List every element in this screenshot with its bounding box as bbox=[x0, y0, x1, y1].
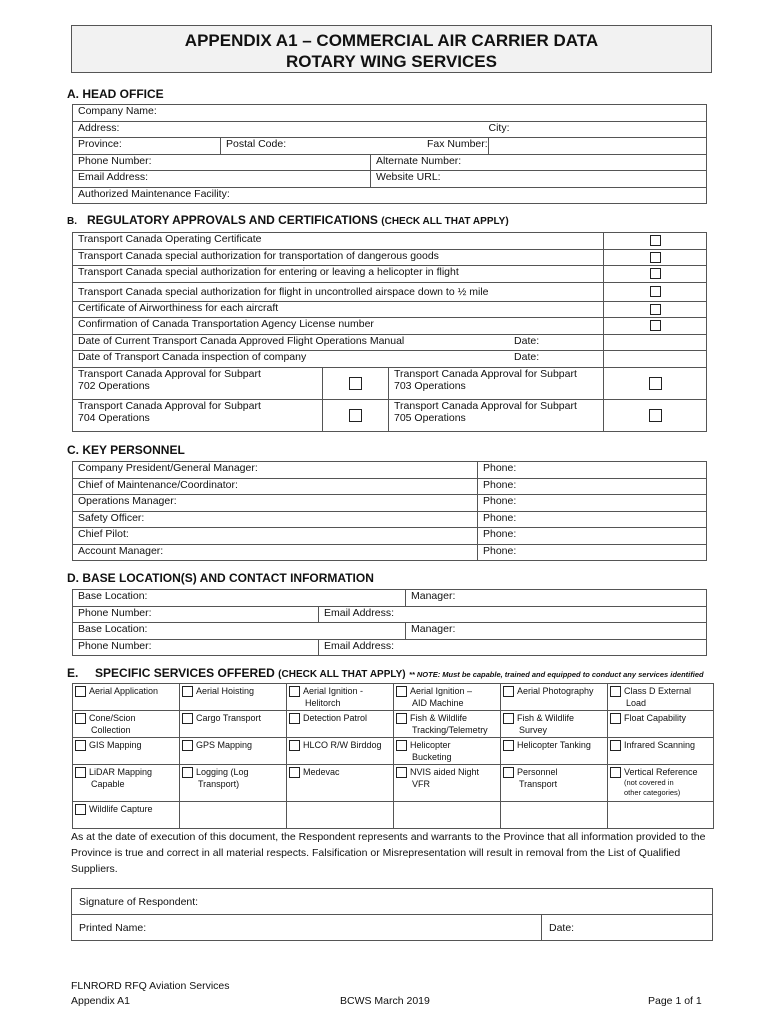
subpart-704: Transport Canada Approval for Subpart 704 Operations bbox=[73, 399, 323, 431]
section-c-heading: C. KEY PERSONNEL bbox=[67, 443, 185, 457]
service-cell[interactable] bbox=[180, 711, 287, 738]
service-label: Helicopter Bucketing bbox=[410, 740, 452, 762]
phone-field[interactable]: Phone Number: bbox=[73, 154, 371, 171]
role-label: Operations Manager: bbox=[73, 495, 478, 512]
section-a-heading: A. HEAD OFFICE bbox=[67, 87, 164, 101]
phone-field[interactable]: Phone: bbox=[478, 478, 707, 495]
checkbox-icon[interactable] bbox=[289, 686, 300, 697]
checkbox-icon[interactable] bbox=[75, 713, 86, 724]
base-location-field[interactable]: Base Location: bbox=[73, 623, 406, 640]
service-cell[interactable] bbox=[180, 738, 287, 765]
checkbox-icon[interactable] bbox=[75, 740, 86, 751]
service-label: LiDAR Mapping Capable bbox=[89, 767, 153, 789]
flight-manual-date[interactable]: Date: bbox=[604, 334, 707, 351]
base-location-field[interactable]: Base Location: bbox=[73, 590, 406, 607]
reg-item: Transport Canada special authorization for flight in uncontrolled airspace down to ½ mile bbox=[73, 282, 604, 301]
checkbox-icon[interactable] bbox=[503, 686, 514, 697]
service-cell[interactable] bbox=[608, 684, 714, 711]
email-address-field[interactable]: Email Address: bbox=[319, 639, 707, 656]
service-label: Medevac bbox=[303, 767, 340, 777]
service-cell[interactable] bbox=[394, 711, 501, 738]
service-label: Logging (Log Transport) bbox=[196, 767, 249, 789]
checkbox-icon[interactable] bbox=[289, 713, 300, 724]
role-label: Safety Officer: bbox=[73, 511, 478, 528]
footer-center: BCWS March 2019 bbox=[340, 995, 430, 1007]
phone-field[interactable]: Phone: bbox=[478, 511, 707, 528]
footer-left bbox=[71, 979, 230, 1009]
service-cell[interactable] bbox=[501, 684, 608, 711]
service-label: Infrared Scanning bbox=[624, 740, 696, 750]
address-field[interactable]: Address: bbox=[73, 121, 489, 138]
service-label: HLCO R/W Birddog bbox=[303, 740, 382, 750]
subpart-702: Transport Canada Approval for Subpart 702 Operations bbox=[73, 367, 323, 399]
checkbox-icon[interactable] bbox=[650, 268, 661, 279]
checkbox-icon[interactable] bbox=[649, 409, 662, 422]
service-label: Float Capability bbox=[624, 713, 687, 723]
title-line-2: ROTARY WING SERVICES bbox=[286, 52, 497, 71]
website-field[interactable]: Website URL: bbox=[371, 171, 707, 188]
printed-name-field[interactable]: Printed Name: bbox=[72, 915, 542, 941]
title-line-1: APPENDIX A1 – COMMERCIAL AIR CARRIER DATA bbox=[184, 31, 599, 50]
manager-field[interactable]: Manager: bbox=[406, 590, 707, 607]
inspection-label: Date of Transport Canada inspection of company bbox=[73, 351, 604, 368]
checkbox-icon[interactable] bbox=[503, 740, 514, 751]
regulatory-table bbox=[72, 232, 707, 432]
email-address-field[interactable]: Email Address: bbox=[319, 606, 707, 623]
checkbox-icon[interactable] bbox=[610, 767, 621, 778]
service-cell[interactable] bbox=[608, 711, 714, 738]
service-label: Personnel Transport bbox=[517, 767, 558, 789]
checkbox-icon[interactable] bbox=[349, 409, 362, 422]
service-label: Vertical Reference (not covered in other categories) bbox=[624, 767, 698, 797]
checkbox-icon[interactable] bbox=[182, 740, 193, 751]
services-table bbox=[72, 683, 714, 829]
service-label: Wildlife Capture bbox=[89, 804, 153, 814]
checkbox-icon[interactable] bbox=[75, 767, 86, 778]
checkbox-icon[interactable] bbox=[650, 286, 661, 297]
service-label: NVIS aided Night VFR bbox=[410, 767, 480, 789]
service-cell[interactable] bbox=[73, 738, 180, 765]
phone-number-field[interactable]: Phone Number: bbox=[73, 606, 319, 623]
service-label: Aerial Ignition – AID Machine bbox=[410, 686, 473, 708]
service-label: Aerial Application bbox=[89, 686, 159, 696]
checkbox-icon[interactable] bbox=[650, 304, 661, 315]
service-cell[interactable] bbox=[287, 684, 394, 711]
checkbox-icon[interactable] bbox=[182, 686, 193, 697]
checkbox-icon[interactable] bbox=[182, 713, 193, 724]
checkbox-icon[interactable] bbox=[649, 377, 662, 390]
checkbox-icon[interactable] bbox=[182, 767, 193, 778]
service-cell[interactable] bbox=[608, 738, 714, 765]
footer-line-2: Appendix A1 bbox=[71, 995, 130, 1007]
email-field[interactable]: Email Address: bbox=[73, 171, 371, 188]
postal-code-field[interactable]: Postal Code: bbox=[221, 138, 489, 155]
service-cell[interactable] bbox=[73, 684, 180, 711]
checkbox-icon[interactable] bbox=[289, 740, 300, 751]
key-personnel-table bbox=[72, 461, 707, 561]
checkbox-icon[interactable] bbox=[396, 767, 407, 778]
checkbox-icon[interactable] bbox=[650, 320, 661, 331]
role-label: Chief of Maintenance/Coordinator: bbox=[73, 478, 478, 495]
service-label: Cargo Transport bbox=[196, 713, 262, 723]
service-label: Detection Patrol bbox=[303, 713, 368, 723]
service-cell[interactable] bbox=[180, 684, 287, 711]
footer-line-1: FLNRORD RFQ Aviation Services bbox=[71, 980, 230, 992]
phone-field[interactable]: Phone: bbox=[478, 462, 707, 479]
service-label: GPS Mapping bbox=[196, 740, 253, 750]
checkbox-icon[interactable] bbox=[75, 804, 86, 815]
service-label: GIS Mapping bbox=[89, 740, 142, 750]
section-d-heading: D. BASE LOCATION(S) AND CONTACT INFORMATION bbox=[67, 571, 374, 585]
checkbox-icon[interactable] bbox=[289, 767, 300, 778]
fax-field[interactable]: Fax Number: bbox=[489, 138, 707, 155]
reg-item: Certificate of Airworthiness for each aircraft bbox=[73, 301, 604, 318]
checkbox-icon[interactable] bbox=[349, 377, 362, 390]
city-field[interactable]: City: bbox=[489, 121, 707, 138]
phone-number-field[interactable]: Phone Number: bbox=[73, 639, 319, 656]
role-label: Company President/General Manager: bbox=[73, 462, 478, 479]
checkbox-icon[interactable] bbox=[396, 713, 407, 724]
role-label: Account Manager: bbox=[73, 544, 478, 561]
reg-item: Transport Canada Operating Certificate bbox=[73, 233, 604, 250]
base-location-table bbox=[72, 589, 707, 656]
service-cell[interactable] bbox=[501, 738, 608, 765]
manager-field[interactable]: Manager: bbox=[406, 623, 707, 640]
service-cell[interactable] bbox=[608, 765, 714, 802]
service-cell[interactable] bbox=[394, 765, 501, 802]
service-label: Aerial Photography bbox=[517, 686, 594, 696]
service-cell[interactable] bbox=[501, 711, 608, 738]
service-label: Helicopter Tanking bbox=[517, 740, 591, 750]
checkbox-icon[interactable] bbox=[396, 740, 407, 751]
head-office-table bbox=[72, 104, 707, 204]
service-cell[interactable] bbox=[180, 765, 287, 802]
phone-field[interactable]: Phone: bbox=[478, 544, 707, 561]
section-b-heading: B. REGULATORY APPROVALS AND CERTIFICATIONS (CHECK ALL THAT APPLY) bbox=[67, 213, 509, 227]
service-cell[interactable] bbox=[287, 711, 394, 738]
signature-field[interactable]: Signature of Respondent: bbox=[72, 889, 713, 915]
checkbox-icon[interactable] bbox=[610, 686, 621, 697]
reg-item: Transport Canada special authorization for entering or leaving a helicopter in flight bbox=[73, 266, 604, 283]
checkbox-icon[interactable] bbox=[650, 252, 661, 263]
subpart-705: Transport Canada Approval for Subpart 705 Operations bbox=[389, 399, 604, 431]
service-cell[interactable] bbox=[287, 738, 394, 765]
checkbox-icon[interactable] bbox=[610, 713, 621, 724]
checkbox-icon[interactable] bbox=[75, 686, 86, 697]
service-cell[interactable] bbox=[394, 684, 501, 711]
page-title bbox=[71, 25, 712, 73]
flight-manual-label: Date of Current Transport Canada Approved Flight Operations Manual bbox=[73, 334, 604, 351]
service-label: Fish & Wildlife Survey bbox=[517, 713, 575, 735]
page-number: Page 1 of 1 bbox=[648, 995, 702, 1007]
service-cell[interactable] bbox=[394, 738, 501, 765]
reg-item: Confirmation of Canada Transportation Agency License number bbox=[73, 318, 604, 335]
role-label: Chief Pilot: bbox=[73, 528, 478, 545]
declaration-text: As at the date of execution of this document, the Respondent represents and warrants to the Province that all information provided to the Province is true and correct in all material respects. Falsification or Misrepresentation will result in removal from the List of Qualified Suppliers. bbox=[71, 831, 706, 875]
section-e-heading: E. SPECIFIC SERVICES OFFERED (CHECK ALL THAT APPLY) ** NOTE: Must be capable, trained and equipped to conduct any services identified bbox=[67, 666, 704, 680]
service-cell[interactable] bbox=[287, 765, 394, 802]
service-label: Aerial Ignition - Helitorch bbox=[303, 686, 364, 708]
reg-item: Transport Canada special authorization for transportation of dangerous goods bbox=[73, 249, 604, 266]
service-label: Aerial Hoisting bbox=[196, 686, 255, 696]
service-cell[interactable] bbox=[73, 765, 180, 802]
date-field[interactable]: Date: bbox=[542, 915, 713, 941]
service-cell[interactable] bbox=[501, 765, 608, 802]
checkbox-icon[interactable] bbox=[503, 767, 514, 778]
province-field[interactable]: Province: bbox=[73, 138, 221, 155]
checkbox-icon[interactable] bbox=[650, 235, 661, 246]
company-name-field[interactable]: Company Name: bbox=[73, 105, 707, 122]
inspection-date[interactable]: Date: bbox=[604, 351, 707, 368]
phone-field[interactable]: Phone: bbox=[478, 495, 707, 512]
signature-table bbox=[71, 888, 713, 941]
checkbox-icon[interactable] bbox=[610, 740, 621, 751]
subpart-703: Transport Canada Approval for Subpart 703 Operations bbox=[389, 367, 604, 399]
maintenance-facility-field[interactable]: Authorized Maintenance Facility: bbox=[73, 187, 707, 204]
alternate-number-field[interactable]: Alternate Number: bbox=[371, 154, 707, 171]
service-cell[interactable] bbox=[73, 802, 180, 829]
checkbox-icon[interactable] bbox=[503, 713, 514, 724]
checkbox-icon[interactable] bbox=[396, 686, 407, 697]
service-label: Fish & Wildlife Tracking/Telemetry bbox=[410, 713, 488, 735]
service-label: Class D External Load bbox=[624, 686, 692, 708]
service-label: Cone/Scion Collection bbox=[89, 713, 136, 735]
service-cell[interactable] bbox=[73, 711, 180, 738]
phone-field[interactable]: Phone: bbox=[478, 528, 707, 545]
